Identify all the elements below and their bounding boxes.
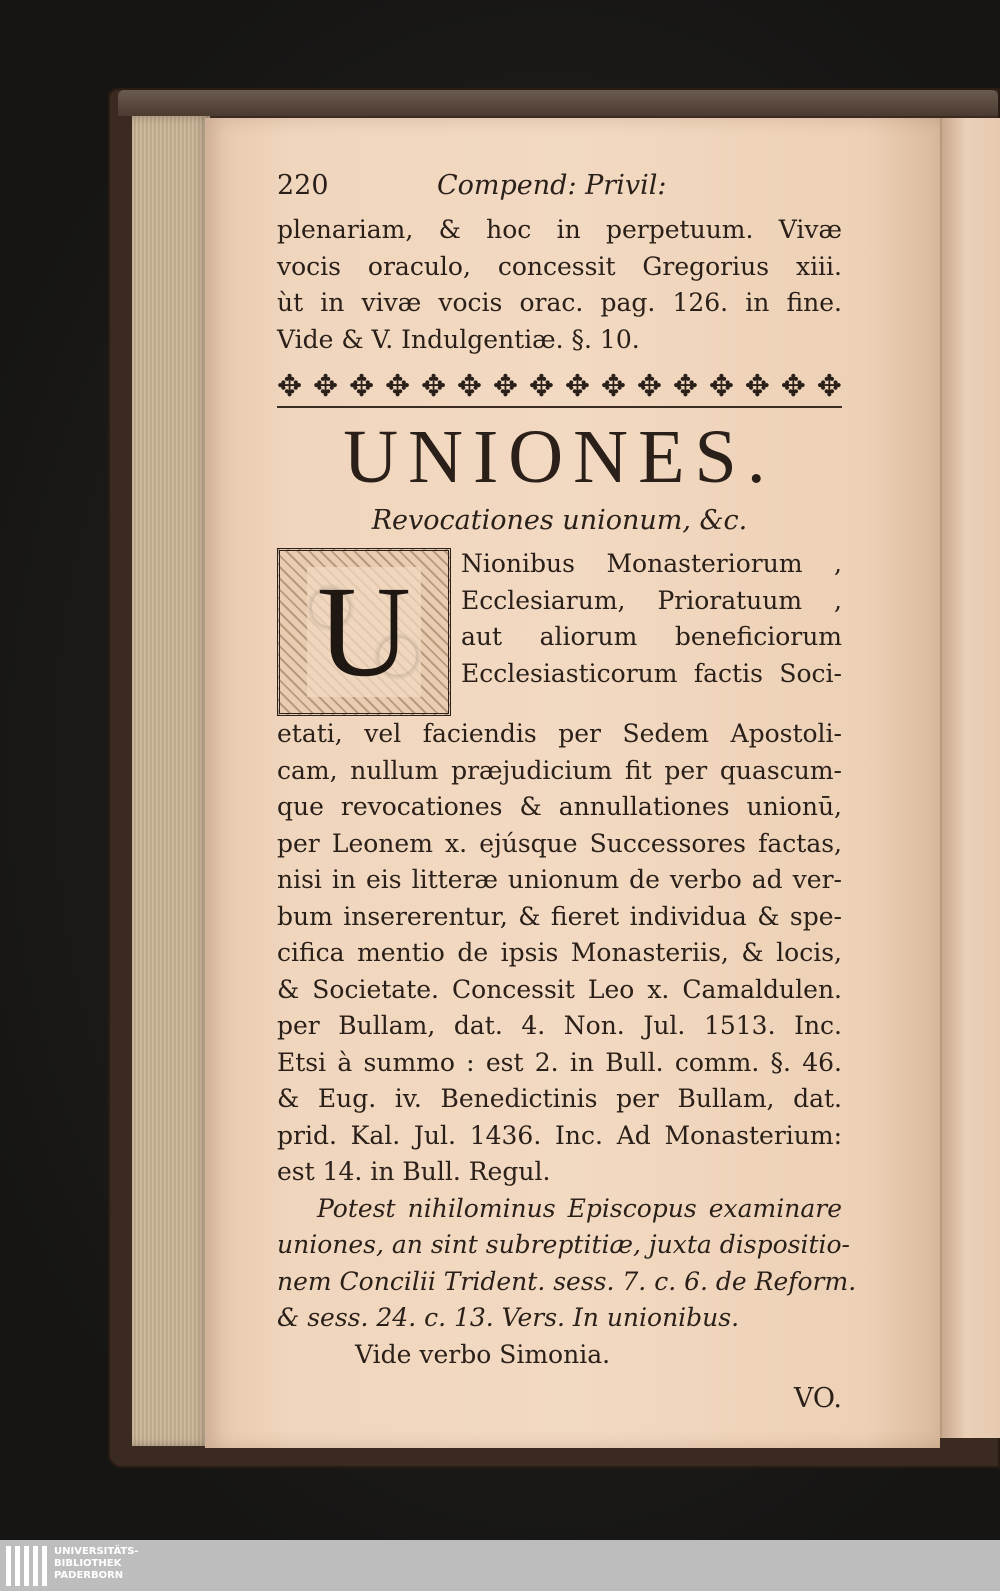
drop-line: Ecclesiasticorum factis Soci- [461, 658, 842, 688]
italic-line: nem Concilii Trident. sess. 7. c. 6. de Reform. [277, 1266, 857, 1296]
ornament-band [277, 366, 842, 408]
body-line: est 14. in Bull. Regul. [277, 1157, 551, 1186]
intro-line: Vide & V. Indulgentiæ. §. 10. [277, 324, 640, 354]
ornament-glyph: ✥ [744, 368, 770, 404]
body-line: Etsi à summo : est 2. in Bull. comm. §. 46. [277, 1047, 842, 1077]
ornament-glyph: ✥ [420, 368, 447, 404]
ornament-glyph: ✥ [564, 368, 591, 404]
drop-line: Nionibus Monasteriorum , [461, 549, 842, 578]
body-line: cam, nullum præjudicium fit per quascum- [277, 755, 842, 785]
library-name-line: BIBLIOTHEK [54, 1558, 122, 1569]
ornament-glyph: ✥ [492, 368, 519, 404]
section-subtitle: Revocationes unionum, &c. [371, 505, 748, 536]
section-title: UNIONES. [343, 415, 776, 499]
body-line: & Eug. iv. Benedictinis per Bullam, dat. [277, 1084, 842, 1113]
body-line: & Societate. Concessit Leo x. Camaldulen. [277, 974, 842, 1004]
body-line: cifica mentio de ipsis Monasteriis, & locis, [277, 938, 842, 967]
ornament-glyph: ✥ [816, 368, 842, 404]
page-header [277, 160, 842, 212]
italic-line: & sess. 24. c. 13. Vers. In unionibus. [277, 1303, 740, 1332]
page-number: 220 [277, 170, 329, 201]
drop-cap-lines [461, 546, 842, 692]
body-paragraph [277, 716, 842, 1191]
ornament-glyph: ✥ [528, 368, 555, 404]
facing-page-edge [940, 118, 1000, 1438]
see-also-line: Vide verbo Simonia. [355, 1339, 611, 1369]
italic-paragraph [277, 1191, 857, 1337]
drop-cap-block [277, 546, 842, 704]
page-edges [132, 116, 210, 1446]
drop-initial-letter: U [307, 567, 421, 697]
ornament-glyph: ✥ [456, 368, 483, 404]
body-line: nisi in eis litteræ unionum de verbo ad ver- [277, 865, 842, 894]
ornament-glyph: ✥ [672, 368, 698, 404]
body-line: etati, vel faciendis per Sedem Apostoli- [277, 719, 842, 748]
library-name-line: PADERBORN [54, 1570, 124, 1581]
body-line: per Bullam, dat. 4. Non. Jul. 1513. Inc. [277, 1011, 842, 1040]
running-title: Compend: Privil: [437, 170, 667, 201]
decorated-initial [277, 548, 451, 716]
italic-line: uniones, an sint subreptitiæ, juxta dispositio- [277, 1230, 850, 1259]
italic-line: Potest nihilominus Episcopus examinare [317, 1193, 842, 1223]
ornament-glyph: ✥ [780, 368, 806, 404]
ornament-glyph: ✥ [348, 368, 375, 404]
ornament-glyph: ✥ [277, 368, 303, 404]
body-line: bum insererentur, & fieret individua & spe- [277, 901, 842, 931]
intro-line: plenariam, & hoc in perpetuum. Vivæ [277, 215, 842, 244]
book-cover-top-edge [118, 90, 998, 116]
intro-line: vocis oraculo, concessit Gregorius xiii. [277, 251, 842, 281]
page-text [277, 160, 857, 1419]
ornament-glyph: ✥ [312, 368, 339, 404]
library-footer [0, 1540, 1000, 1591]
catchword: VO. [793, 1383, 842, 1414]
ornament-glyph: ✥ [600, 368, 626, 404]
library-name [54, 1546, 139, 1582]
ornament-glyph: ✥ [636, 368, 662, 404]
body-line: per Leonem x. ejúsque Successores factas, [277, 828, 842, 858]
ornament-glyph: ✥ [384, 368, 411, 404]
drop-line: aut aliorum beneficiorum [461, 622, 842, 651]
library-logo-icon [6, 1546, 48, 1586]
intro-line: ùt in vivæ vocis orac. pag. 126. in fine. [277, 288, 842, 317]
body-line: prid. Kal. Jul. 1436. Inc. Ad Monasterium: [277, 1120, 842, 1150]
body-line: que revocationes & annullationes unionū, [277, 792, 842, 821]
library-name-line: UNIVERSITÄTS- [54, 1546, 139, 1557]
drop-line: Ecclesiarum, Prioratuum , [461, 585, 842, 615]
ornament-glyph: ✥ [708, 368, 734, 404]
